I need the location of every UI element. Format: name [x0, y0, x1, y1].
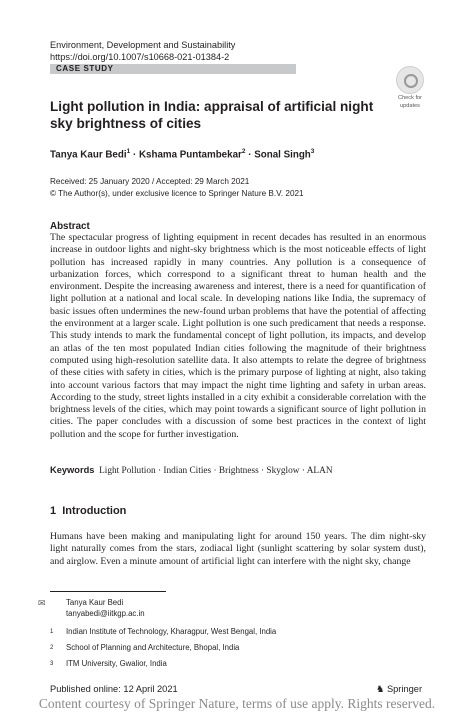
- author-name[interactable]: Tanya Kaur Bedi: [50, 149, 127, 161]
- affiliation-item: [50, 627, 276, 637]
- author-name[interactable]: Sonal Singh: [254, 149, 311, 161]
- affiliation-text: School of Planning and Architecture, Bhopal, India: [66, 643, 240, 652]
- check-updates-icon: [396, 66, 424, 94]
- affiliation-item: [50, 643, 239, 653]
- affiliation-number: 3: [50, 661, 54, 667]
- affiliation-text: ITM University, Gwalior, India: [66, 659, 167, 668]
- article-type-label: CASE STUDY: [56, 64, 114, 73]
- footnote-divider: [50, 591, 166, 592]
- author-name[interactable]: Kshama Puntambekar: [138, 149, 242, 161]
- corresponding-author-name: Tanya Kaur Bedi: [66, 598, 124, 607]
- abstract-text: The spectacular progress of lighting equipment in recent decades has resulted in an enormous increase in outdoor lights and night-sky brightness which is the most noticeable effects of light pollution has increased rapidly in many countries. Any pollution is a consequence of urbanization forces, which correspond to a significant threat to human health and the environment. Despite the increasing awareness and interest, there is a need for quantification of light pollution at a national and local scale. In developing nations like India, the supremacy of basic issues often undermines the new-found urban problems that have the potential of affecting the environment at a larger scale. Light pollution is one such predicament that needs a response. This study intends to mark the fundamental concept of light pollution, its impacts, and develop an atlas of the ten most populated Indian cities following the magnitude of their brightness computed using high-resolution satellite data. It also attempts to relate the degree of brightness of these cities with safety in cities, which is the primary purpose of lighting at night, also taking into account various factors that may impact the night time lighting and safety in urban areas. According to the study, street lights installed in a city exhibit a considerable correlation with the brightness levels of the cities, which may point towards a significant source of light pollution in cities. The paper concludes with a discussion of some best practices in the context of light pollution and the scope for further investigation.: [50, 232, 426, 440]
- introduction-text: Humans have been making and manipulating light for around 150 years. The dim night-sky light naturally comes from the stars, zodiacal light (sunlight scattering by solar system dust), and airglow. Even a minute amount of artificial light can interfere with the night sky, change: [50, 531, 426, 567]
- author-separator: ·: [130, 149, 139, 161]
- journal-name: Environment, Development and Sustainability: [50, 40, 236, 50]
- received-accepted-dates: Received: 25 January 2020 / Accepted: 29 March 2021: [50, 177, 250, 186]
- correspondence: [66, 597, 145, 619]
- affiliation-number: 2: [50, 645, 54, 651]
- envelope-icon: ✉: [38, 598, 46, 608]
- keywords-label: Keywords: [50, 465, 95, 475]
- publisher-name: Springer: [386, 684, 423, 694]
- abstract-heading: Abstract: [50, 221, 90, 232]
- author-affiliation-number: 2: [241, 148, 246, 155]
- published-online-date: Published online: 12 April 2021: [50, 684, 178, 694]
- corresponding-author-email[interactable]: tanyabedi@iitkgp.ac.in: [66, 609, 145, 618]
- check-updates-line1: Check for: [398, 95, 422, 101]
- section-number: 1: [50, 505, 57, 517]
- journal-header: [50, 40, 235, 63]
- affiliation-text: Indian Institute of Technology, Kharagpur, West Bengal, India: [66, 627, 277, 636]
- section-heading: [50, 505, 126, 517]
- keywords-line: [50, 465, 333, 476]
- check-updates-line2: updates: [400, 102, 420, 109]
- check-for-updates-badge[interactable]: [392, 66, 428, 109]
- affiliation-item: [50, 659, 167, 669]
- author-list: [50, 148, 314, 160]
- journal-doi[interactable]: https://doi.org/10.1007/s10668-021-01384-2: [50, 51, 230, 62]
- section-title: Introduction: [62, 505, 127, 517]
- courtesy-watermark: Content courtesy of Springer Nature, terms of use apply. Rights reserved.: [38, 696, 436, 711]
- springer-horse-icon: ♞: [376, 684, 385, 694]
- affiliation-number: 1: [50, 629, 54, 635]
- keywords-list: Light Pollution · Indian Cities · Brightness · Skyglow · ALAN: [99, 466, 333, 476]
- author-separator: ·: [245, 149, 255, 161]
- copyright-line: © The Author(s), under exclusive licence to Springer Nature B.V. 2021: [50, 188, 304, 198]
- publisher-mark[interactable]: [376, 684, 422, 695]
- article-dates: [50, 176, 304, 199]
- author-affiliation-number: 3: [310, 148, 315, 155]
- article-title: Light pollution in India: appraisal of artificial night sky brightness of cities: [50, 99, 374, 131]
- author-affiliation-number: 1: [126, 148, 131, 155]
